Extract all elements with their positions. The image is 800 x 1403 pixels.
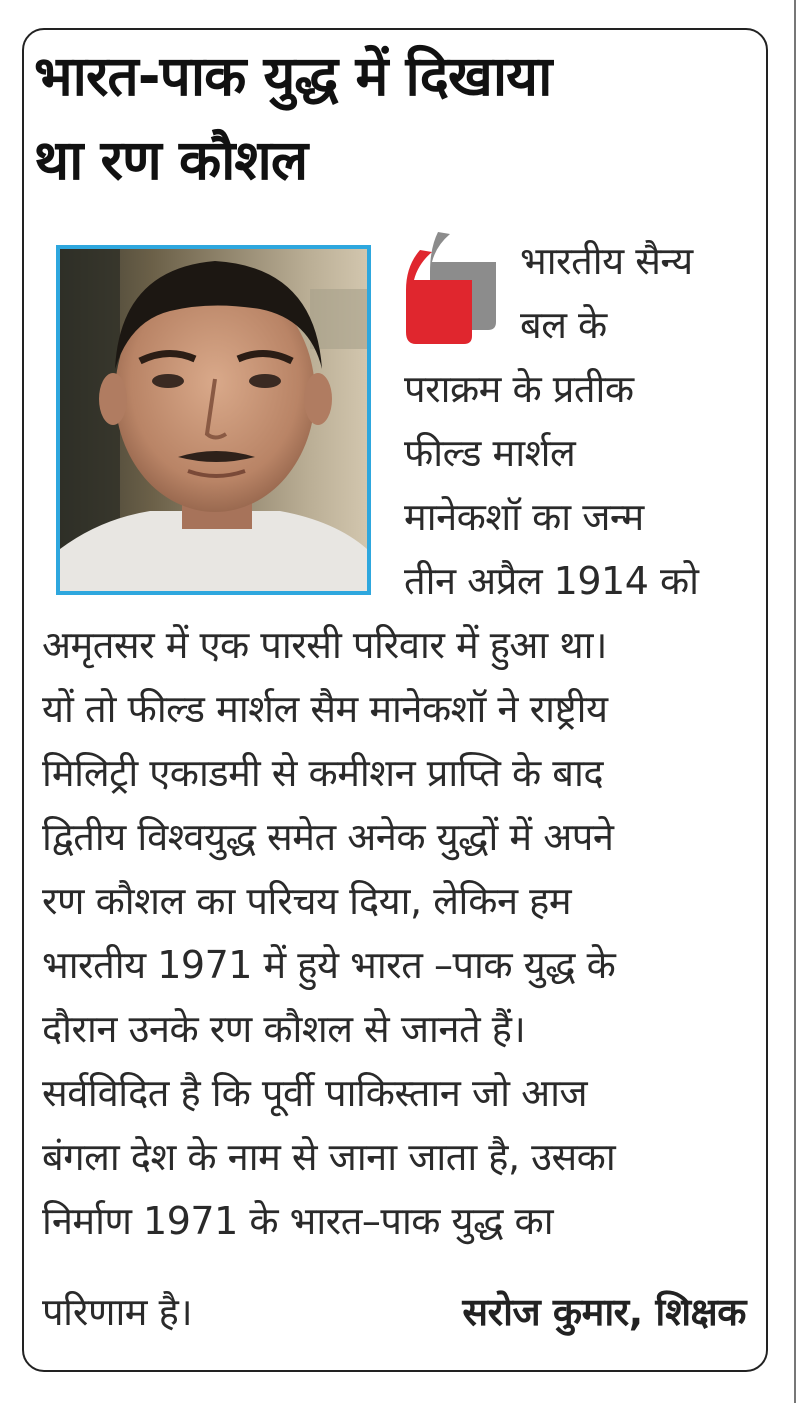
headline-line-2: था रण कौशल [34, 128, 308, 192]
headline-line-1: भारत-पाक युद्ध में दिखाया [34, 44, 552, 108]
body-line-12: भारतीय 1971 में हुये भारत –पाक युद्ध के [42, 943, 616, 987]
author-portrait-image [60, 249, 367, 591]
body-line-9: मिलिट्री एकाडमी से कमीशन प्राप्ति के बाद [42, 751, 604, 795]
body-line-7: अमृतसर में एक पारसी परिवार में हुआ था। [42, 623, 607, 667]
body-line-17: परिणाम है। [42, 1290, 193, 1334]
body-line-5: मानेकशॉ का जन्म [404, 495, 644, 539]
body-line-11: रण कौशल का परिचय दिया, लेकिन हम [42, 879, 572, 923]
quote-icon [402, 232, 504, 344]
body-line-8: यों तो फील्ड मार्शल सैम मानेकशॉ ने राष्ट्रीय [42, 687, 608, 731]
body-line-14: सर्वविदित है कि पूर्वी पाकिस्तान जो आज [42, 1071, 588, 1115]
body-line-3: पराक्रम के प्रतीक [404, 367, 634, 411]
body-line-4: फील्ड मार्शल [404, 431, 576, 475]
body-line-2: बल के [520, 303, 607, 347]
author-photo [56, 245, 371, 595]
body-line-1: भारतीय सैन्य [520, 239, 693, 283]
body-line-15: बंगला देश के नाम से जाना जाता है, उसका [42, 1135, 616, 1179]
body-line-16: निर्माण 1971 के भारत–पाक युद्ध का [42, 1199, 554, 1243]
article-headline [34, 34, 744, 202]
body-line-6: तीन अप्रैल 1914 को [404, 559, 699, 603]
page-edge-rule [794, 0, 796, 1403]
body-line-10: द्वितीय विश्वयुद्ध समेत अनेक युद्धों में अपने [42, 815, 614, 859]
body-line-13: दौरान उनके रण कौशल से जानते हैं। [42, 1007, 526, 1051]
author-byline: सरोज कुमार, शिक्षक [462, 1290, 746, 1334]
